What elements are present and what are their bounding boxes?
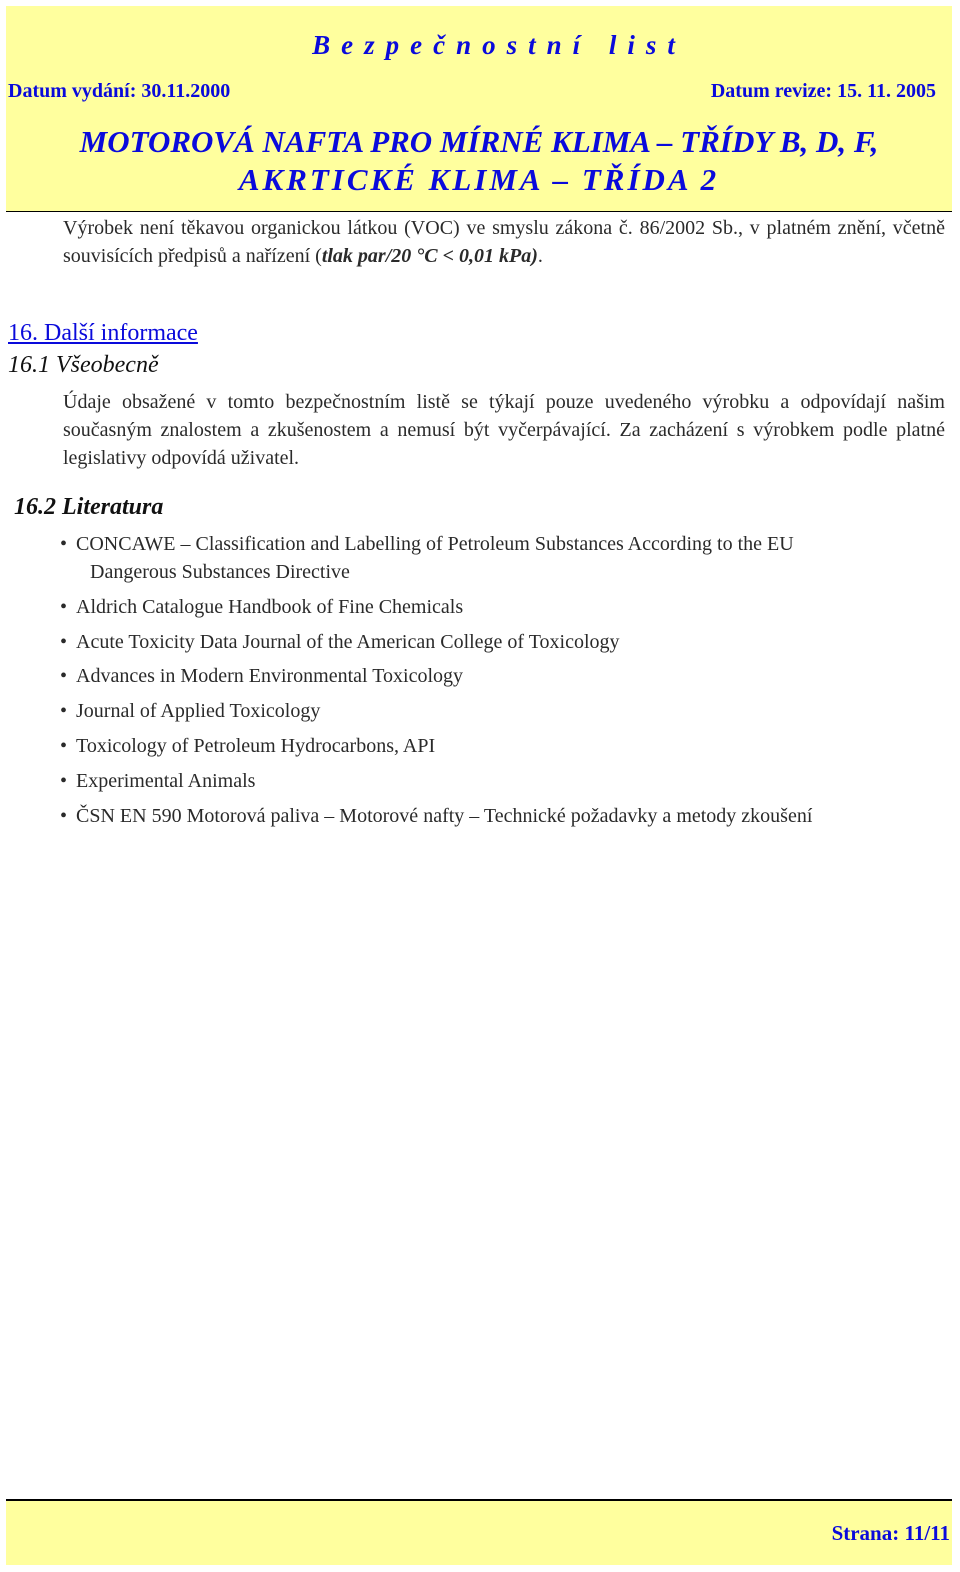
literature-item <box>60 732 946 760</box>
subsection-16-1-heading: 16.1 Všeobecně <box>8 352 159 378</box>
bullet-icon: • <box>60 700 68 723</box>
product-name-line-2: AKRTICKÉ KLIMA – TŘÍDA 2 <box>238 162 720 197</box>
issue-date: Datum vydání: 30.11.2000 <box>8 80 231 102</box>
literature-item <box>60 530 946 586</box>
bullet-icon: • <box>60 734 68 757</box>
literature-text-continued: Dangerous Substances Directive <box>90 561 350 583</box>
general-info-paragraph: Údaje obsažené v tomto bezpečnostním listě se týkají pouze uvedeného výrobku a odpovídají našim současným znalostem a zkušenostem a nemusí být vyčerpávající. Za zacházení s výrobkem podle platné legislativy odpovídá uživatel. <box>63 391 945 469</box>
voc-text: Výrobek není těkavou organickou látkou (VOC) ve smyslu zákona č. 86/2002 Sb., v platném znění, včetně souvisících předpisů a nařízení ( <box>63 217 945 267</box>
product-name-line-1: MOTOROVÁ NAFTA PRO MÍRNÉ KLIMA – TŘÍDY B, D, F, <box>79 124 879 159</box>
voc-statement <box>63 214 945 270</box>
bullet-icon: • <box>60 630 68 653</box>
page-number: Strana: 11/11 <box>831 1521 950 1545</box>
vapor-pressure-note: tlak par/20 °C < 0,01 kPa) <box>321 245 538 267</box>
voc-text-end: . <box>537 245 543 267</box>
literature-item <box>60 767 946 795</box>
bullet-icon: • <box>60 769 68 792</box>
literature-text: Advances in Modern Environmental Toxicology <box>76 665 464 688</box>
revision-date: Datum revize: 15. 11. 2005 <box>710 80 936 102</box>
literature-text: Acute Toxicity Data Journal of the American College of Toxicology <box>76 630 620 653</box>
literature-list <box>60 530 946 836</box>
literature-item <box>60 593 946 621</box>
section-16-heading: 16. Další informace <box>8 320 198 346</box>
bullet-icon: • <box>60 804 68 827</box>
literature-text: Aldrich Catalogue Handbook of Fine Chemicals <box>76 595 464 618</box>
literature-text: Toxicology of Petroleum Hydrocarbons, API <box>76 734 436 757</box>
literature-text: Experimental Animals <box>76 769 256 792</box>
literature-text: Journal of Applied Toxicology <box>76 700 321 723</box>
bullet-icon: • <box>60 595 68 618</box>
literature-item <box>60 662 946 690</box>
document-footer <box>6 1501 952 1565</box>
bullet-icon: • <box>60 665 68 688</box>
literature-text: CONCAWE – Classification and Labelling of Petroleum Substances According to the EU <box>76 533 794 555</box>
literature-item <box>60 697 946 725</box>
document-header <box>6 6 952 212</box>
literature-item <box>60 628 946 656</box>
literature-item <box>60 802 946 830</box>
subsection-16-2-heading: 16.2 Literatura <box>14 494 164 520</box>
bullet-icon: • <box>60 533 68 555</box>
literature-text: ČSN EN 590 Motorová paliva – Motorové nafty – Technické požadavky a metody zkoušení <box>76 804 813 827</box>
document-type-title: Bezpečnostní list <box>312 30 686 60</box>
